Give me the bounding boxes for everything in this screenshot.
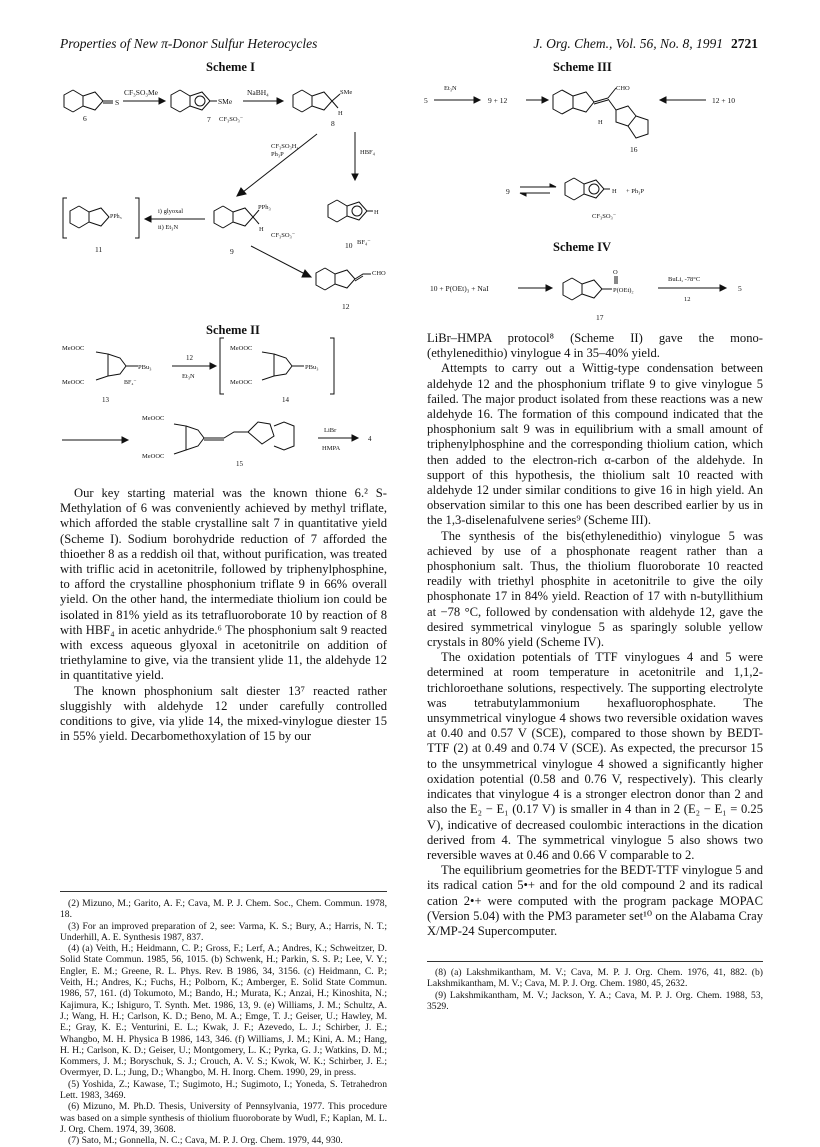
scheme-1-title: Scheme I (206, 60, 255, 74)
thione-s: S (115, 98, 120, 107)
label-4: 4 (368, 435, 372, 443)
label-11: 11 (95, 245, 103, 254)
reagents-12-10: 12 + 10 (712, 96, 735, 105)
page-number: 2721 (731, 36, 758, 51)
ester-14a: MeOOC (230, 345, 253, 352)
compound-9-structure (214, 204, 271, 233)
reagent-buli: BuLi, -78°C (668, 276, 701, 283)
footnote: (3) For an improved preparation of 2, see: Varma, K. S.; Bury, A.; Harris, N. T.; Underhill, A. E. Synthesis 1987, 837. (60, 920, 387, 943)
et3n-s3: Et₃N (444, 85, 457, 92)
label-17: 17 (596, 313, 604, 322)
phosphonate-group: P(OEt)₂ (613, 287, 634, 294)
label-8: 8 (331, 119, 335, 128)
running-title: Properties of New π-Donor Sulfur Heterocycles (60, 36, 318, 51)
reagent-ph3p: Ph₃P (271, 151, 284, 158)
ester-14b: MeOOC (230, 379, 253, 386)
anion-s3: CF₃SO₃⁻ (592, 213, 617, 220)
h-16: H (598, 119, 603, 126)
compound-17-structure (563, 276, 617, 300)
ester-13b: MeOOC (62, 379, 85, 386)
reagent-12: 12 (186, 354, 193, 362)
reagent-hmpa: HMPA (322, 445, 341, 452)
reagent-et3n-2: Et₃N (182, 373, 195, 380)
pph3-11: PPh₃ (110, 214, 122, 220)
scheme-4-lhs: 10 + P(OEt)₃ + NaI (430, 284, 489, 293)
footnote: (8) (a) Lakshmikantham, M. V.; Cava, M. P. J. Org. Chem. 1976, 41, 882. (b) Lakshmikantham, M. V.; Cava, M. P. J. Org. Chem. 1980, 45, 2632. (427, 967, 763, 990)
phosphoryl-o: O (613, 269, 618, 276)
paragraph: Our key starting material was the known thione 6.² S-Methylation of 6 was conveniently achieved by methyl triflate, which afforded the stable crystalline salt 7 in quantitative yield (Scheme I). Sodium borohydride reduction of 7 afforded the thioether 8 as a reddish oil that, without purification, was treated with triflic acid in acetonitrile, followed by triphenylphosphine, to afford the crystalline phosphonium triflate 9 in 66% overall yield. On the other hand, the intermediate thiolium ion could be isolated in 81% yield as its tetrafluoroborate 10 by reaction of 8 with HBF₄ in acetic anhydride.⁶ The phosphonium salt 9 reacted with excess aqueous glyoxal in acetonitrile on addition of triethylamine to give, via the transient ylide 11, the aldehyde 12 in quantitative yield. (60, 486, 387, 683)
footnote: (9) Lakshmikantham, M. V.; Jackson, Y. A.; Cava, M. P. J. Org. Chem. 1988, 53, 3529. (427, 989, 763, 1012)
label-9: 9 (230, 247, 234, 256)
footnote-rule-right (427, 961, 763, 962)
label-9-s3: 9 (506, 187, 510, 196)
label-15: 15 (236, 460, 243, 468)
reagent-hbf4: HBF₄ (360, 149, 375, 156)
anion-9: CF₃SO₃⁻ (271, 232, 296, 239)
journal-name: J. Org. Chem., Vol. 56, No. 8, 1991 (533, 36, 723, 51)
journal-citation (533, 36, 758, 52)
pbu3-13: PBu₃ (138, 364, 152, 371)
footnote: (7) Sato, M.; Gonnella, N. C.; Cava, M. P. J. Org. Chem. 1979, 44, 930. (68, 1135, 343, 1147)
footnote: (6) Mizuno, M. Ph.D. Thesis, University of Pennsylvania, 1977. This procedure was based on a simple synthesis of thiolium fluoroborate by Wudl, F.; Kaplan, M. L. J. Org. Chem. 1974, 39, 3608. (60, 1101, 387, 1135)
compound-8-structure (293, 89, 352, 117)
ester-15a: MeOOC (142, 415, 165, 422)
ester-13a: MeOOC (62, 345, 85, 352)
scheme-4-diagram (422, 254, 767, 326)
bf4-13: BF₄⁻ (124, 380, 137, 386)
pbu3-14: PBu₃ (305, 364, 319, 371)
ph3p-s3: + Ph₃P (626, 188, 645, 195)
anion-7: CF₃SO₃⁻ (219, 116, 244, 123)
reagent-triflic: CF₃SO₃H, (271, 143, 299, 150)
paragraph: LiBr–HMPA protocol⁸ (Scheme II) gave the mono-(ethylenedithio) vinylogue 4 in 35–40% yield. (427, 331, 763, 361)
reagent-et3n: ii) Et₃N (158, 224, 179, 231)
compound-10-structure (328, 200, 379, 222)
reagent-methyl-triflate: CF₃SO₃Me (124, 88, 158, 97)
paragraph: Attempts to carry out a Wittig-type condensation between aldehyde 12 and the phosphonium triflate 9 to give vinylogue 5 failed. The major product isolated from these reactions was a new aldehyde 16. The formation of this compound indicated that the phosphonium salt 9 was in equilibrium with a small amount of triphenylphosphine and the corresponding thiolium cation, which then added to the electron-rich α-carbon of the aldehyde. In support of this hypothesis, the thiolium salt 10 reacted with aldehyde 12 under similar conditions to give 16 in high yield. An observation similar to this one has been described earlier by us in the 1,3-diselenafulvene series⁹ (Scheme III). (427, 361, 763, 528)
h-9: H (259, 226, 264, 233)
h-8: H (338, 110, 343, 117)
scheme-2-diagram (62, 336, 392, 472)
scheme-4-title: Scheme IV (553, 240, 611, 254)
ester-15b: MeOOC (142, 453, 165, 460)
label-10: 10 (345, 241, 353, 250)
compound-12-structure (316, 268, 386, 290)
label-13: 13 (102, 396, 109, 404)
footnote-rule-left (60, 891, 387, 892)
reagent-libr: LiBr (324, 427, 337, 434)
paragraph: The synthesis of the bis(ethylenedithio) vinylogue 5 was achieved by use of a phosphonate reagent rather than a phosphonium salt. Thus, the thiolium fluoroborate 10 reacted readily with triethyl phosphite in acetonitrile to give the oily phosphonate 17 in 84% yield. Reaction of 17 with n-butyllithium at −78 °C, followed by condensation with aldehyde 12, gave the desired symmetrical vinylogue 5 as sparingly soluble yellow crystals in 80% yield (Scheme IV). (427, 528, 763, 650)
label-14: 14 (282, 396, 289, 404)
left-column-text (60, 486, 387, 744)
paragraph: The equilibrium geometries for the BEDT-TTF vinylogue 5 and its radical cation 5•+ and for the old compound 2 and its radical cation 2•+ were computed with the program package MOPAC (Version 5.04) with the PM3 parameter set¹⁰ on the Alabama Cray X/MP-24 Supercomputer. (427, 863, 764, 938)
scheme-2-title: Scheme II (206, 323, 260, 337)
label-12: 12 (342, 302, 350, 311)
label-5-s4: 5 (738, 284, 742, 293)
reagent-glyoxal: i) glyoxal (158, 208, 184, 215)
paragraph: The known phosphonium salt diester 13⁷ reacted rather sluggishly with aldehyde 12 under carefully controlled conditions to give, via ylide 14, the mixed-vinylogue diester 15 in 55% yield. Decarbomethoxylation of 15 by our (60, 683, 387, 744)
h-cation: H (612, 188, 617, 195)
thiolium-cation-structure (565, 178, 610, 200)
reagent-nabh4: NaBH₄ (247, 88, 269, 97)
paragraph: The oxidation potentials of TTF vinylogues 4 and 5 were determined at room temperature in acetonitrile and 1,1,2-trichloroethane solutions, respectively. The supporting electrolyte was tetrabutylammonium hexafluorophosphate. The unsymmetrical vinylogue 4 shows two reversible oxidation waves at 0.40 and 0.57 V (SCE), compared to those shown by BEDT-TTF (2) at 0.49 and 0.74 V (SCE). As expected, the precursor 15 to the unsymmetrical vinylogue 4 showed a significantly higher oxidation potential (0.58 and 0.76 V, respectively). This clearly indicates that vinylogue 4 is a stronger electron donor than 2 and also the E₂ − E₁ (0.17 V) is smaller in 4 than in 2 (E₂ − E₁ = 0.25 V), indicative of decreased coulombic interactions in the dication derived from 4. The symmetrical vinylogue 5 also shows two reversible waves at 0.46 and 0.66 V comparable to 2. (427, 650, 763, 862)
cho-16: CHO (616, 85, 630, 92)
footnotes-right (427, 967, 763, 1012)
cho-12: CHO (372, 270, 386, 277)
anion-10: BF₄⁻ (357, 239, 371, 246)
footnotes-left (60, 898, 387, 1147)
footnote: (5) Yoshida, Z.; Kawase, T.; Sugimoto, H.; Sugimoto, I.; Yoneda, S. Tetrahedron Lett. 1983, 3469. (60, 1078, 387, 1102)
scheme-1-diagram (55, 74, 395, 314)
sme-8: SMe (340, 89, 353, 96)
compound-7-structure (171, 90, 233, 112)
right-column-text (427, 331, 763, 939)
h-10: H (374, 209, 379, 216)
footnote: (2) Mizuno, M.; Garito, A. F.; Cava, M. P. J. Chem. Soc., Chem. Commun. 1978, 18. (60, 898, 387, 921)
pph3-9: PPh₃ (258, 204, 271, 211)
footnote: (4) (a) Veith, H.; Heidmann, C. P.; Gross, F.; Lerf, A.; Andres, K.; Schweitzer, D. Solid State Commun. 1985, 56, 1015. (b) Schwenk, H.; Parkin, S. S. P.; Lee, V. Y.; Engler, E. M.; Greene, R. L. Phys. Rev. B 1986, 34, 3156. (c) Heidmann, C. P.; Veith, H.; Andres, K.; Fuchs, H.; Polborn, K.; Amberger, E. Solid State Commun. 1986, 57, 161. (d) Tokumoto, M.; Bando, H.; Murata, K.; Anzai, H.; Kinoshita, N.; Kajimura, K.; Ishiguro, T. Synth. Met. 1986, 13, 9. (e) Williams, J. M.; Schultz, A. J.; Wang, H. H.; Carlson, K. D.; Beno, M. A.; Emge, T. J.; Geiser, U.; Hawley, M. E.; Gray, K. E.; Venturini, E. L.; Kwak, J. F.; Azevedo, L. J.; Schirber, J. E.; Whangbo, M. H. Physica B 1986, 143, 346. (f) Williams, J. M.; Kini, A. M.; Hang, H. H.; Carlson, K. D.; Geiser, U.; Montgomery, L. K.; Pyrka, G. J.; Watkins, D. M.; Kommers, J. M.; Boryschuk, S. J.; Crouch, A. V. S.; Kwok, W. K.; Schirber, J. E.; Overmyer, D. L.; Jung, D.; Whangbo, M. H. Inorg. Chem. 1990, 29, in press. (60, 943, 387, 1079)
compound-16-structure (553, 85, 648, 138)
label-5-s3: 5 (424, 96, 428, 105)
compound-11-structure (63, 198, 139, 238)
label-16: 16 (630, 145, 638, 154)
compound-6-structure (64, 90, 119, 112)
label-7: 7 (207, 115, 211, 124)
reagent-12-s4: 12 (684, 296, 691, 303)
scheme-3-title: Scheme III (553, 60, 612, 74)
sme-7: SMe (218, 97, 233, 106)
label-6: 6 (83, 114, 87, 123)
reagents-9-12: 9 + 12 (488, 96, 508, 105)
scheme-3-diagram (422, 72, 767, 232)
